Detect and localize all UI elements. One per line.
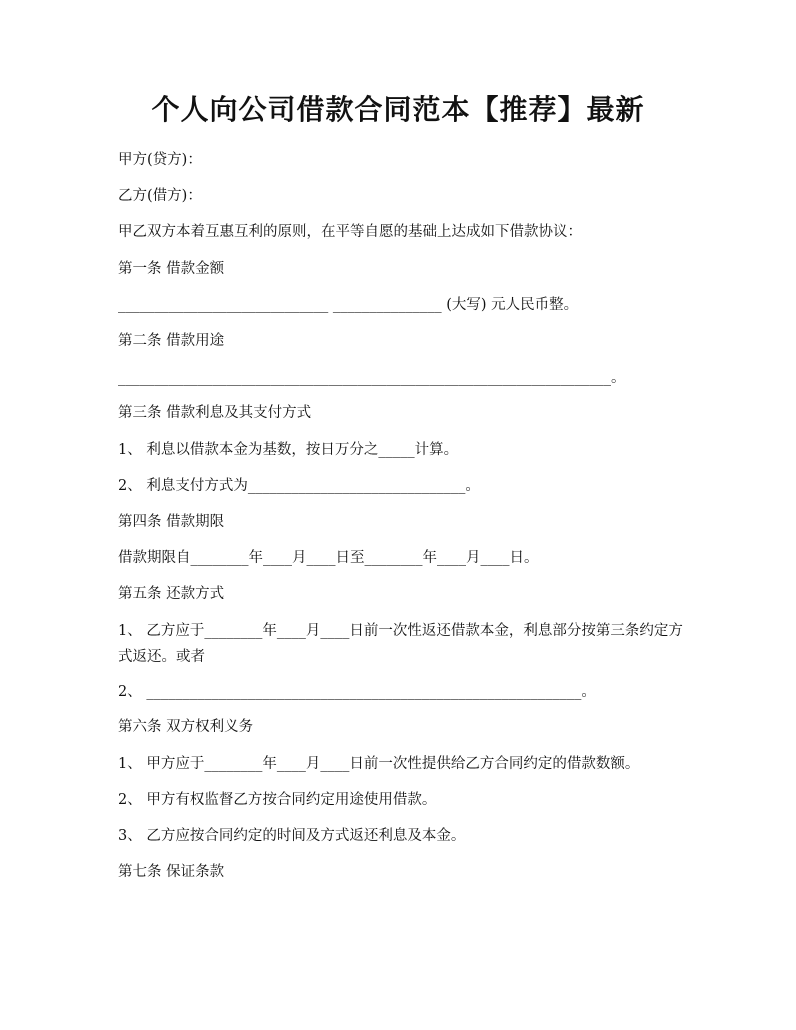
repayment-option-2-line: 2、 ____________________________________________________________。 [118,684,596,700]
document-title: 个人向公司借款合同范本【推荐】最新 [151,93,645,126]
article-5-heading: 第五条 还款方式 [118,586,225,602]
interest-rate-line: 1、 利息以借款本金为基数，按日万分之_____计算。 [118,442,459,458]
loan-term-line: 借款期限自________年____月____日至________年____月____日。 [118,550,539,566]
article-2-heading: 第二条 借款用途 [118,333,225,349]
party-b-line: 乙方(借方)： [118,188,202,204]
obligation-3-line: 3、 乙方应按合同约定的时间及方式返还利息及本金。 [118,828,466,844]
loan-amount-line: _____________________________ _______________ (大写) 元人民币整。 [118,297,579,313]
loan-purpose-line: ____________________________________________________________________。 [118,370,626,386]
article-3-heading: 第三条 借款利息及其支付方式 [118,405,312,421]
article-1-heading: 第一条 借款金额 [118,261,225,277]
interest-payment-line: 2、 利息支付方式为______________________________。 [118,478,480,494]
article-4-heading: 第四条 借款期限 [118,514,225,530]
preamble-line: 甲乙双方本着互惠互利的原则，在平等自愿的基础上达成如下借款协议： [118,224,582,240]
party-a-line: 甲方(贷方)： [118,152,202,168]
obligation-2-line: 2、 甲方有权监督乙方按合同约定用途使用借款。 [118,792,437,808]
article-6-heading: 第六条 双方权利义务 [118,719,254,735]
repayment-option-1-line: 1、 乙方应于________年____月____日前一次性返还借款本金，利息部分按第三条约定方式返还。或者 [118,623,683,665]
obligation-1-line: 1、 甲方应于________年____月____日前一次性提供给乙方合同约定的借款数额。 [118,756,640,772]
article-7-heading: 第七条 保证条款 [118,864,225,880]
